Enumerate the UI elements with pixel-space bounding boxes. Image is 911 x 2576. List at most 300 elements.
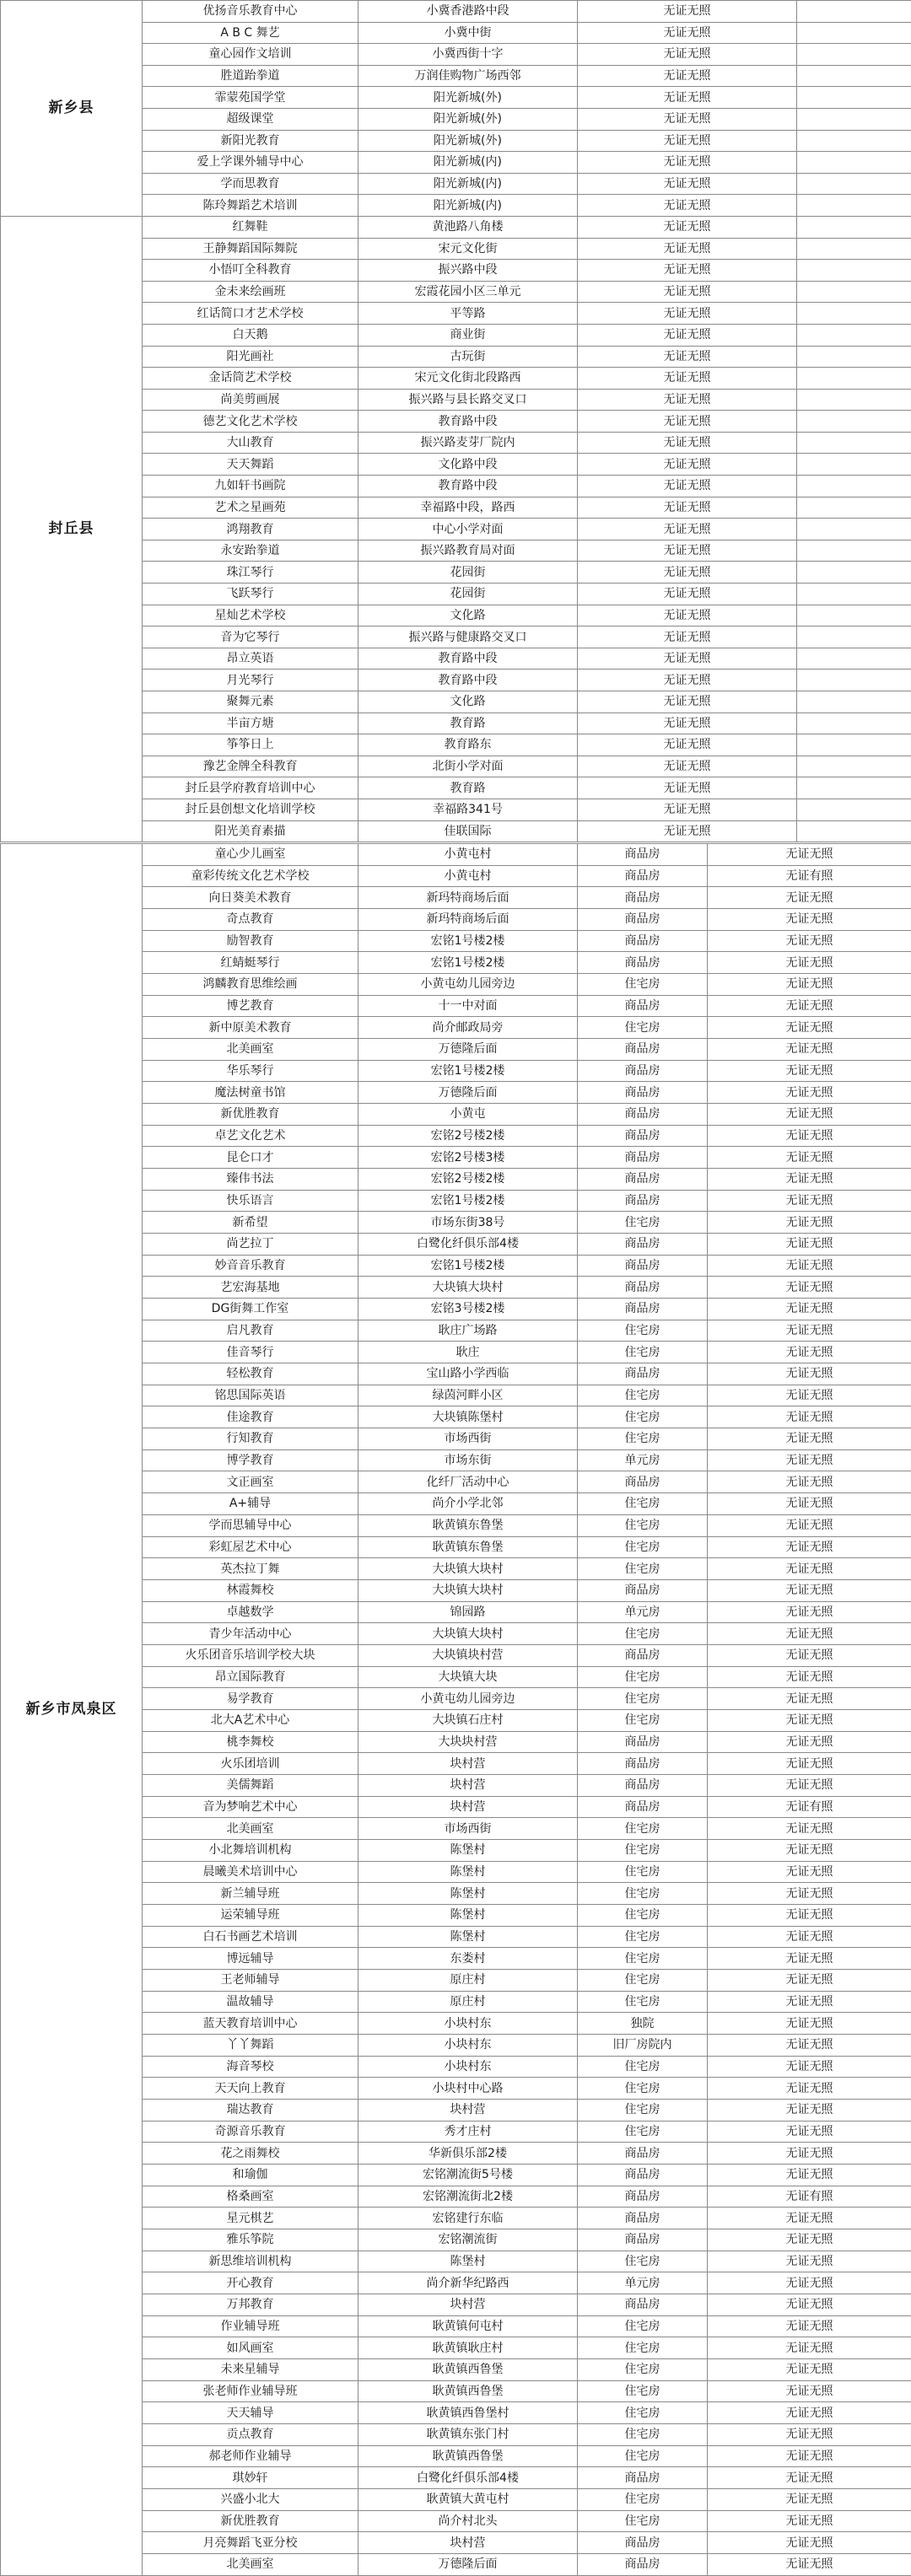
institution-name-cell: 红话简口才艺术学校 (143, 303, 358, 325)
license-status-cell: 无证无照 (708, 844, 911, 866)
license-status-cell: 无证无照 (708, 1299, 911, 1320)
premises-cell: 住宅房 (578, 1017, 708, 1039)
institution-name-cell: 飞跃琴行 (143, 583, 358, 605)
license-status-cell: 无证无照 (708, 1017, 911, 1039)
license-status-cell: 无证无照 (708, 2078, 911, 2100)
license-status-cell: 无证无照 (708, 2315, 911, 2337)
address-cell: 大块镇大块村 (358, 1623, 578, 1645)
table-row (1, 1, 911, 23)
address-cell: 耿庄 (358, 1342, 578, 1363)
premises-cell: 住宅房 (578, 2445, 708, 2467)
institution-name-cell: 昂立国际教育 (143, 1666, 358, 1688)
institution-name-cell: 新优胜教育 (143, 2510, 358, 2532)
premises-cell: 商品房 (578, 1579, 708, 1601)
premises-cell: 单元房 (578, 1449, 708, 1471)
premises-cell: 商品房 (578, 1104, 708, 1126)
address-cell: 古玩街 (358, 346, 578, 368)
institution-name-cell: A B C 舞艺 (143, 22, 358, 44)
institution-name-cell: 红舞鞋 (143, 216, 358, 238)
institution-name-cell: 兴盛小北大 (143, 2489, 358, 2511)
license-status-cell: 无证无照 (708, 1904, 911, 1926)
license-status-cell: 无证无照 (708, 1406, 911, 1428)
premises-cell: 独院 (578, 2013, 708, 2035)
address-cell: 锦园路 (358, 1601, 578, 1623)
institution-name-cell: 豫艺金牌全科教育 (143, 756, 358, 777)
premises-cell: 住宅房 (578, 1666, 708, 1688)
institution-name-cell: 北美画室 (143, 1818, 358, 1840)
institution-name-cell: 新希望 (143, 1212, 358, 1234)
address-cell: 宏铭潮流街北2楼 (358, 2186, 578, 2208)
address-cell: 花园街 (358, 562, 578, 583)
license-status-cell: 无证有照 (708, 865, 911, 887)
empty-cell (797, 627, 911, 648)
license-status-cell: 无证无照 (708, 1039, 911, 1061)
address-cell: 教育路 (358, 777, 578, 799)
license-status-cell: 无证无照 (708, 2034, 911, 2056)
address-cell: 绿茵河畔小区 (358, 1385, 578, 1406)
license-status-cell: 无证无照 (708, 1277, 911, 1299)
address-cell: 陈堡村 (358, 1839, 578, 1861)
premises-cell: 商品房 (578, 887, 708, 909)
address-cell: 宏铭1号楼2楼 (358, 1190, 578, 1212)
license-status-cell: 无证无照 (578, 605, 797, 627)
empty-cell (797, 389, 911, 411)
premises-cell: 商品房 (578, 2186, 708, 2208)
address-cell: 宏铭1号楼2楼 (358, 930, 578, 952)
table-row (1, 216, 911, 238)
institution-name-cell: 贡点教育 (143, 2424, 358, 2446)
license-status-cell: 无证无照 (578, 540, 797, 562)
premises-cell: 住宅房 (578, 1342, 708, 1363)
institution-name-cell: 尚美剪画展 (143, 389, 358, 411)
empty-cell (797, 65, 911, 87)
premises-cell: 住宅房 (578, 1926, 708, 1948)
premises-cell: 商品房 (578, 1471, 708, 1493)
address-cell: 块村营 (358, 2099, 578, 2121)
premises-cell: 商品房 (578, 1299, 708, 1320)
institution-name-cell: 筝筝日上 (143, 734, 358, 756)
institution-name-cell: 白天鹅 (143, 324, 358, 346)
institution-name-cell: 封丘县学府教育培训中心 (143, 777, 358, 799)
premises-cell: 旧厂房院内 (578, 2034, 708, 2056)
license-status-cell: 无证无照 (578, 497, 797, 519)
address-cell: 小块村东 (358, 2034, 578, 2056)
address-cell: 黄池路八角楼 (358, 216, 578, 238)
premises-cell: 住宅房 (578, 1861, 708, 1883)
address-cell: 陈堡村 (358, 1926, 578, 1948)
empty-cell (797, 777, 911, 799)
institution-name-cell: 月光琴行 (143, 670, 358, 691)
empty-cell (797, 605, 911, 627)
address-cell: 新玛特商场后面 (358, 909, 578, 931)
institution-name-cell: 封丘县创想文化培训学校 (143, 799, 358, 820)
institution-name-cell: 珠江琴行 (143, 562, 358, 583)
address-cell: 陈堡村 (358, 2251, 578, 2272)
institution-name-cell: 聚舞元素 (143, 691, 358, 713)
license-status-cell: 无证无照 (708, 1125, 911, 1147)
premises-cell: 住宅房 (578, 1385, 708, 1406)
address-cell: 小块村东 (358, 2056, 578, 2078)
license-status-cell: 无证无照 (708, 2229, 911, 2251)
address-cell: 教育路中段 (358, 648, 578, 670)
institution-name-cell: 快乐语言 (143, 1190, 358, 1212)
institution-name-cell: 金未来绘画班 (143, 281, 358, 303)
institution-name-cell: 博远辅导 (143, 1948, 358, 1970)
address-cell: 市场东街 (358, 1449, 578, 1471)
institution-name-cell: 星元棋艺 (143, 2208, 358, 2229)
institution-name-cell: 阳光美育素描 (143, 820, 358, 842)
institution-name-cell: 艺术之星画苑 (143, 497, 358, 519)
address-cell: 尚介新华纪路西 (358, 2272, 578, 2294)
institution-name-cell: 和瑜伽 (143, 2164, 358, 2186)
address-cell: 阳光新城(内) (358, 152, 578, 174)
license-status-cell: 无证无照 (708, 2294, 911, 2316)
license-status-cell: 无证无照 (708, 909, 911, 931)
license-status-cell: 无证无照 (708, 2121, 911, 2143)
address-cell: 小冀西街十字 (358, 44, 578, 66)
institution-name-cell: 青少年活动中心 (143, 1623, 358, 1645)
institution-name-cell: A+辅导 (143, 1493, 358, 1515)
license-status-cell: 无证无照 (708, 1579, 911, 1601)
institution-name-cell: 小悟叮全科教育 (143, 260, 358, 282)
license-status-cell: 无证有照 (708, 2186, 911, 2208)
license-status-cell: 无证无照 (708, 2424, 911, 2446)
license-status-cell: 无证无照 (708, 1688, 911, 1710)
address-cell: 教育路中段 (358, 670, 578, 691)
premises-cell: 住宅房 (578, 2359, 708, 2381)
institution-name-cell: 半亩方塘 (143, 713, 358, 734)
license-status-cell: 无证无照 (708, 1363, 911, 1385)
address-cell: 小黄屯 (358, 1104, 578, 1126)
institution-name-cell: 作业辅导班 (143, 2315, 358, 2337)
license-status-cell: 无证无照 (708, 2099, 911, 2121)
institution-name-cell: 林霞舞校 (143, 1579, 358, 1601)
license-status-cell: 无证无照 (578, 281, 797, 303)
institution-name-cell: 童心少儿画室 (143, 844, 358, 866)
empty-cell (797, 691, 911, 713)
institution-name-cell: 火乐团培训 (143, 1753, 358, 1775)
address-cell: 大块镇大块村 (358, 1558, 578, 1580)
license-status-cell: 无证无照 (708, 1644, 911, 1666)
empty-cell (797, 454, 911, 476)
address-cell: 原庄村 (358, 1969, 578, 1991)
premises-cell: 住宅房 (578, 2402, 708, 2424)
address-cell: 白鹭化纤俱乐部4楼 (358, 1234, 578, 1256)
address-cell: 文化路 (358, 605, 578, 627)
institution-name-cell: 新优胜教育 (143, 1104, 358, 1126)
empty-cell (797, 108, 911, 130)
institution-name-cell: 易学教育 (143, 1688, 358, 1710)
empty-cell (797, 1, 911, 23)
empty-cell (797, 583, 911, 605)
license-status-cell: 无证无照 (578, 1, 797, 23)
institution-name-cell: 月亮舞蹈飞亚分校 (143, 2532, 358, 2554)
premises-cell: 住宅房 (578, 1406, 708, 1428)
institution-name-cell: 琪妙轩 (143, 2467, 358, 2489)
premises-cell: 住宅房 (578, 2078, 708, 2100)
license-status-cell: 无证无照 (708, 1623, 911, 1645)
premises-cell: 商品房 (578, 1039, 708, 1061)
address-cell: 华新俱乐部2楼 (358, 2143, 578, 2165)
institution-name-cell: 文正画室 (143, 1471, 358, 1493)
license-status-cell: 无证无照 (708, 2208, 911, 2229)
address-cell: 小黄屯幼儿园旁边 (358, 1688, 578, 1710)
institution-name-cell: 佳音琴行 (143, 1342, 358, 1363)
county-table-b (0, 843, 911, 2576)
address-cell: 耿黄镇西鲁堡 (358, 2359, 578, 2381)
empty-cell (797, 324, 911, 346)
license-status-cell: 无证无照 (708, 1234, 911, 1256)
license-status-cell: 无证无照 (578, 432, 797, 454)
institution-name-cell: 英杰拉丁舞 (143, 1558, 358, 1580)
institution-name-cell: DG街舞工作室 (143, 1299, 358, 1320)
license-status-cell: 无证无照 (578, 87, 797, 109)
table-row (1, 844, 911, 866)
premises-cell: 住宅房 (578, 1428, 708, 1450)
empty-cell (797, 130, 911, 152)
license-status-cell: 无证无照 (578, 173, 797, 195)
address-cell: 大块镇大块 (358, 1666, 578, 1688)
institution-name-cell: 新思维培训机构 (143, 2251, 358, 2272)
premises-cell: 住宅房 (578, 1493, 708, 1515)
institution-name-cell: 北大A艺术中心 (143, 1709, 358, 1731)
license-status-cell: 无证无照 (708, 2013, 911, 2035)
license-status-cell: 无证无照 (708, 1558, 911, 1580)
premises-cell: 商品房 (578, 1234, 708, 1256)
address-cell: 阳光新城(外) (358, 87, 578, 109)
address-cell: 耿黄镇西鲁堡村 (358, 2402, 578, 2424)
address-cell: 文化路中段 (358, 454, 578, 476)
institution-name-cell: 艺宏海基地 (143, 1277, 358, 1299)
premises-cell: 商品房 (578, 2532, 708, 2554)
institution-name-cell: 新兰辅导班 (143, 1883, 358, 1905)
institution-name-cell: 郝老师作业辅导 (143, 2445, 358, 2467)
address-cell: 白鹭化纤俱乐部4楼 (358, 2467, 578, 2489)
institution-name-cell: 桃李舞校 (143, 1731, 358, 1753)
license-status-cell: 无证无照 (578, 583, 797, 605)
institution-name-cell: 妙音音乐教育 (143, 1255, 358, 1277)
address-cell: 市场西街 (358, 1428, 578, 1450)
license-status-cell: 无证无照 (708, 1926, 911, 1948)
premises-cell: 商品房 (578, 2294, 708, 2316)
premises-cell: 住宅房 (578, 2121, 708, 2143)
address-cell: 十一中对面 (358, 995, 578, 1017)
empty-cell (797, 368, 911, 390)
institution-name-cell: 运荣辅导班 (143, 1904, 358, 1926)
license-status-cell: 无证无照 (708, 2056, 911, 2078)
institution-name-cell: 童彩传统文化艺术学校 (143, 865, 358, 887)
empty-cell (797, 670, 911, 691)
address-cell: 阳光新城(外) (358, 130, 578, 152)
license-status-cell: 无证无照 (708, 952, 911, 974)
institution-name-cell: 音为它琴行 (143, 627, 358, 648)
license-status-cell: 无证无照 (708, 2467, 911, 2489)
institution-name-cell: 火乐团音乐培训学校大块 (143, 1644, 358, 1666)
license-status-cell: 无证无照 (708, 1753, 911, 1775)
premises-cell: 商品房 (578, 1060, 708, 1082)
license-status-cell: 无证无照 (708, 1969, 911, 1991)
address-cell: 块村营 (358, 1796, 578, 1818)
premises-cell: 商品房 (578, 930, 708, 952)
institution-name-cell: 音为梦响艺术中心 (143, 1796, 358, 1818)
license-status-cell: 无证无照 (708, 1449, 911, 1471)
license-status-cell: 无证无照 (578, 389, 797, 411)
empty-cell (797, 22, 911, 44)
license-status-cell: 无证无照 (708, 1709, 911, 1731)
address-cell: 教育路东 (358, 734, 578, 756)
premises-cell: 商品房 (578, 1731, 708, 1753)
premises-cell: 住宅房 (578, 1818, 708, 1840)
license-status-cell: 无证无照 (708, 1991, 911, 2013)
address-cell: 宋元文化街 (358, 238, 578, 260)
empty-cell (797, 44, 911, 66)
empty-cell (797, 173, 911, 195)
license-status-cell: 无证无照 (708, 1104, 911, 1126)
county-cell: 新乡县 (1, 1, 143, 217)
address-cell: 教育路 (358, 713, 578, 734)
institution-name-cell: 奇点教育 (143, 909, 358, 931)
license-status-cell: 无证无照 (578, 519, 797, 540)
institution-name-cell: 昂立英语 (143, 648, 358, 670)
county-cell: 封丘县 (1, 216, 143, 842)
license-status-cell: 无证无照 (578, 22, 797, 44)
license-status-cell: 无证无照 (578, 411, 797, 433)
license-status-cell: 无证无照 (578, 65, 797, 87)
address-cell: 耿黄镇东鲁堡 (358, 1536, 578, 1558)
premises-cell: 商品房 (578, 1753, 708, 1775)
institution-name-cell: 陈玲舞蹈艺术培训 (143, 195, 358, 217)
institution-name-cell: 白石书画艺术培训 (143, 1926, 358, 1948)
premises-cell: 商品房 (578, 1796, 708, 1818)
empty-cell (797, 562, 911, 583)
license-status-cell: 无证无照 (578, 691, 797, 713)
empty-cell (797, 303, 911, 325)
institution-name-cell: 星灿艺术学校 (143, 605, 358, 627)
institution-name-cell: 九如轩书画院 (143, 476, 358, 497)
empty-cell (797, 432, 911, 454)
address-cell: 大块镇块村营 (358, 1644, 578, 1666)
address-cell: 宏铭1号楼2楼 (358, 952, 578, 974)
empty-cell (797, 238, 911, 260)
premises-cell: 商品房 (578, 2164, 708, 2186)
institution-name-cell: 瑞达教育 (143, 2099, 358, 2121)
institution-name-cell: 优扬音乐教育中心 (143, 1, 358, 23)
empty-cell (797, 497, 911, 519)
premises-cell: 商品房 (578, 1125, 708, 1147)
license-status-cell: 无证无照 (578, 324, 797, 346)
empty-cell (797, 519, 911, 540)
license-status-cell: 无证无照 (708, 1169, 911, 1191)
premises-cell: 商品房 (578, 1082, 708, 1104)
institution-name-cell: 张老师作业辅导班 (143, 2380, 358, 2402)
address-cell: 阳光新城(内) (358, 173, 578, 195)
address-cell: 大块镇石庄村 (358, 1709, 578, 1731)
address-cell: 小块村中心路 (358, 2078, 578, 2100)
address-cell: 块村营 (358, 2294, 578, 2316)
address-cell: 小冀香港路中段 (358, 1, 578, 23)
license-status-cell: 无证无照 (708, 1060, 911, 1082)
institution-name-cell: 卓越数学 (143, 1601, 358, 1623)
address-cell: 耿黄镇西鲁堡 (358, 2380, 578, 2402)
address-cell: 耿黄镇西鲁堡 (358, 2445, 578, 2467)
address-cell: 万德隆后面 (358, 2554, 578, 2576)
premises-cell: 商品房 (578, 2143, 708, 2165)
empty-cell (797, 756, 911, 777)
premises-cell: 住宅房 (578, 1558, 708, 1580)
address-cell: 耿黄镇耿庄村 (358, 2337, 578, 2359)
empty-cell (797, 152, 911, 174)
license-status-cell: 无证无照 (578, 195, 797, 217)
address-cell: 东娄村 (358, 1948, 578, 1970)
license-status-cell: 无证无照 (708, 1731, 911, 1753)
license-status-cell: 无证无照 (708, 2359, 911, 2381)
institution-name-cell: 昆仑口才 (143, 1147, 358, 1169)
institution-name-cell: 万邦教育 (143, 2294, 358, 2316)
institution-name-cell: 格桑画室 (143, 2186, 358, 2208)
address-cell: 平等路 (358, 303, 578, 325)
license-status-cell: 无证无照 (578, 799, 797, 820)
license-status-cell: 无证无照 (708, 1190, 911, 1212)
address-cell: 阳光新城(外) (358, 108, 578, 130)
empty-cell (797, 216, 911, 238)
address-cell: 小冀中街 (358, 22, 578, 44)
empty-cell (797, 87, 911, 109)
license-status-cell: 无证无照 (578, 777, 797, 799)
address-cell: 振兴路中段 (358, 260, 578, 282)
address-cell: 花园街 (358, 583, 578, 605)
address-cell: 耿黄镇东张门村 (358, 2424, 578, 2446)
premises-cell: 住宅房 (578, 2315, 708, 2337)
institution-name-cell: 天天辅导 (143, 2402, 358, 2424)
institution-name-cell: 如风画室 (143, 2337, 358, 2359)
address-cell: 幸福路341号 (358, 799, 578, 820)
premises-cell: 住宅房 (578, 2489, 708, 2511)
institution-name-cell: 佳途教育 (143, 1406, 358, 1428)
empty-cell (797, 411, 911, 433)
license-status-cell: 无证无照 (708, 1428, 911, 1450)
premises-cell: 单元房 (578, 1601, 708, 1623)
license-status-cell: 无证无照 (578, 820, 797, 842)
address-cell: 市场西街 (358, 1818, 578, 1840)
premises-cell: 商品房 (578, 952, 708, 974)
address-cell: 宏铭潮流街 (358, 2229, 578, 2251)
premises-cell: 商品房 (578, 1147, 708, 1169)
premises-cell: 住宅房 (578, 1688, 708, 1710)
premises-cell: 住宅房 (578, 974, 708, 996)
license-status-cell: 无证无照 (578, 476, 797, 497)
institution-name-cell: 臻伟书法 (143, 1169, 358, 1191)
address-cell: 耿黄镇何屯村 (358, 2315, 578, 2337)
address-cell: 宝山路小学西临 (358, 1363, 578, 1385)
license-status-cell: 无证无照 (708, 1082, 911, 1104)
license-status-cell: 无证无照 (578, 44, 797, 66)
empty-cell (797, 476, 911, 497)
institution-name-cell: 新中原美术教育 (143, 1017, 358, 1039)
premises-cell: 住宅房 (578, 1991, 708, 2013)
address-cell: 万润佳购物广场西邻 (358, 65, 578, 87)
institution-name-cell: 丫丫舞蹈 (143, 2034, 358, 2056)
license-status-cell: 无证无照 (708, 1536, 911, 1558)
address-cell: 尚介村北头 (358, 2510, 578, 2532)
institution-name-cell: 美儒舞蹈 (143, 1774, 358, 1796)
address-cell: 小黄屯幼儿园旁边 (358, 974, 578, 996)
license-status-cell: 无证无照 (708, 930, 911, 952)
address-cell: 小黄屯村 (358, 865, 578, 887)
address-cell: 宏铭2号楼2楼 (358, 1169, 578, 1191)
premises-cell: 商品房 (578, 1169, 708, 1191)
institution-name-cell: 花之雨舞校 (143, 2143, 358, 2165)
premises-cell: 住宅房 (578, 1514, 708, 1536)
